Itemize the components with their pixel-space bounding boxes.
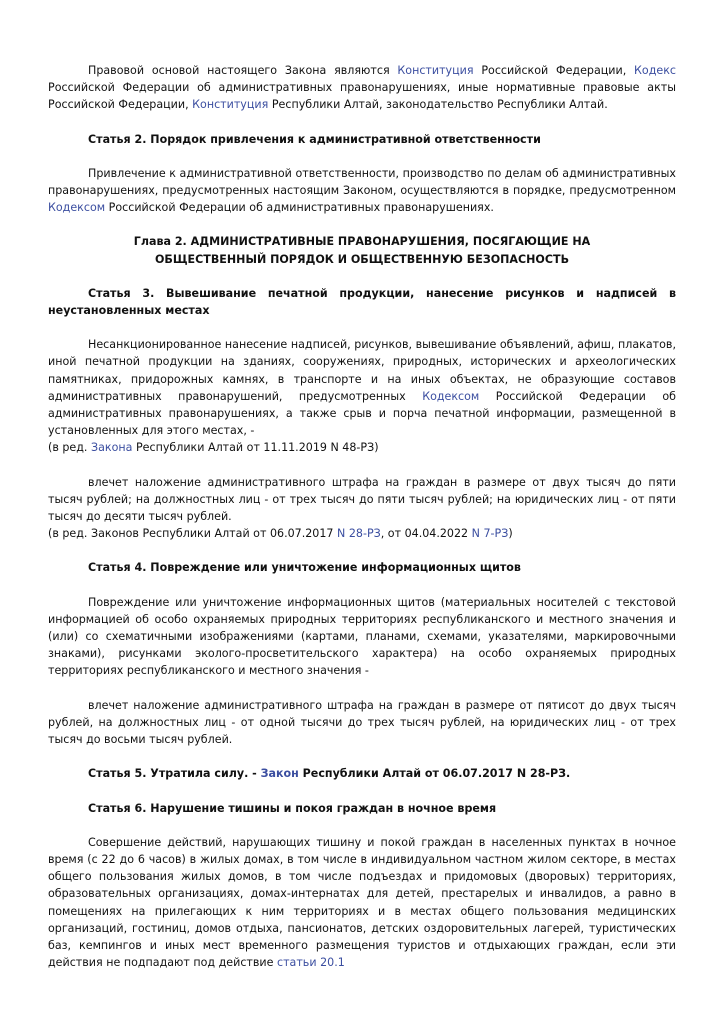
paragraph-article-2-body (48, 165, 676, 217)
spacer (48, 268, 676, 285)
link-zakona-altai-2019[interactable]: Закона (90, 441, 133, 455)
spacer (48, 216, 676, 233)
paragraph-text-segment: Республики Алтай, законодательство Республики Алтай. (268, 98, 608, 112)
spacer (48, 748, 676, 765)
spacer (48, 114, 676, 131)
reference-text-segment: (в ред. Законов Республики Алтай от 06.07.2017 (48, 527, 337, 541)
paragraph-text-segment: Российской Федерации об административных правонарушениях. (105, 201, 494, 215)
reference-text-segment: (в ред. (48, 441, 91, 455)
spacer (48, 542, 676, 559)
paragraph-legal-basis (48, 62, 676, 114)
link-zakon-altai-2017[interactable]: Закон (260, 767, 299, 781)
heading-article-5 (48, 765, 676, 782)
spacer (48, 783, 676, 800)
paragraph-text-segment: Российской Федерации, (473, 64, 635, 77)
spacer (48, 817, 676, 834)
heading-article-6: Статья 6. Нарушение тишины и покоя граждан в ночное время (88, 801, 497, 815)
link-kodeksom-rf[interactable]: Кодексом (422, 389, 480, 403)
heading-chapter-2-line-1: Глава 2. АДМИНИСТРАТИВНЫЕ ПРАВОНАРУШЕНИЯ, ПОСЯГАЮЩИЕ НА (133, 235, 591, 249)
link-statya-20-1[interactable]: статьи 20.1 (276, 956, 345, 970)
reference-note-article-3-penalty (48, 525, 676, 542)
reference-text-segment: Республики Алтай от 11.11.2019 N 48-РЗ) (132, 441, 379, 455)
paragraph-article-4-penalty: влечет наложение административного штрафа на граждан в размере от пятисот до двух тысяч рублей, на должностных лиц - от одной тысячи до трех тысяч рублей, на юридических лиц - от трех тысяч до восьми тысяч рублей. (48, 698, 676, 747)
paragraph-article-6-body (48, 834, 676, 972)
reference-text-segment: ) (508, 527, 513, 541)
heading-text-segment: Республики Алтай от 06.07.2017 N 28-РЗ. (298, 767, 571, 781)
paragraph-text-segment: Привлечение к административной ответственности, производство по делам об административных правонарушениях, предусмотренных настоящим Законом, осуществляются в порядке, предусмотренном (48, 166, 676, 198)
heading-article-4: Статья 4. Повреждение или уничтожение информационных щитов (88, 561, 521, 575)
heading-text-segment: Статья 5. Утратила силу. - (88, 767, 261, 781)
spacer (48, 148, 676, 165)
link-kodeks-rf[interactable]: Кодекс (634, 64, 676, 77)
spacer (48, 577, 676, 594)
reference-text-segment: , от 04.04.2022 (380, 527, 472, 541)
spacer (48, 680, 676, 697)
link-n-28-rz[interactable]: N 28-РЗ (337, 527, 381, 541)
paragraph-article-4-body: Повреждение или уничтожение информационных щитов (материальных носителей с текстовой информацией об особо охраняемых природных территориях республиканского и местного значения и (или) со схематичными изображениями (картами, планами, схемами, указателями, маркировочными знаками), рисунками эколого-просветительского характера) на особо охраняемых природных территориях республиканского и местного значения - (48, 595, 676, 678)
link-kodeksom-rf[interactable]: Кодексом (48, 201, 106, 215)
paragraph-text-segment: Российской Федерации об административных правонарушениях, а также срыв и порча печатной информации, размещенной в установленных для этого местах, - (48, 389, 676, 438)
paragraph-text-segment: Несанкционированное нанесение надписей, рисунков, вывешивание объявлений, афиш, плакатов, иной печатной продукции на зданиях, сооружениях, природных, исторических и археологических памятниках, придорожных камнях, в транспорте и на иных объектах, не образующие составов административных правонарушений, предусмотренных (48, 338, 676, 403)
spacer (48, 319, 676, 336)
paragraph-text-segment: Правовой основой настоящего Закона являются (88, 64, 398, 77)
spacer (48, 457, 676, 474)
link-n-7-rz[interactable]: N 7-РЗ (471, 527, 509, 541)
paragraph-text-segment: Российской Федерации об административных правонарушениях, иные нормативные правовые акты Российской Федерации, (48, 81, 676, 112)
document-body (48, 62, 676, 971)
heading-article-3: Статья 3. Вывешивание печатной продукции, нанесение рисунков и надписей в неустановленных местах (48, 286, 676, 318)
paragraph-article-3-body (48, 336, 676, 439)
link-konstituciya-altai[interactable]: Конституция (192, 98, 269, 112)
paragraph-text-segment: Совершение действий, нарушающих тишину и покой граждан в населенных пунктах в ночное время (с 22 до 6 часов) в жилых домах, в том числе в индивидуальном частном жилом секторе, в местах общего пользования жилых домов, в том числе подъездах и придомовых (дворовых) территориях, образовательных организациях, домах-интернатах для детей, престарелых и инвалидов, а равно в помещениях на прилегающих к ним территориях и в местах общего пользования медицинских организаций, гостиниц, домов отдыха, пансионатов, детских оздоровительных лагерей, туристических баз, кемпингов и иных мест временного размещения туристов и отдыхающих граждан, если эти действия не подпадают под действие (48, 835, 676, 970)
heading-article-2: Статья 2. Порядок привлечения к административной ответственности (88, 132, 541, 146)
reference-note-article-3 (48, 439, 676, 456)
link-konstituciya-rf[interactable]: Конституция (397, 64, 474, 77)
heading-chapter-2-line-2: ОБЩЕСТВЕННЫЙ ПОРЯДОК И ОБЩЕСТВЕННУЮ БЕЗОПАСНОСТЬ (154, 252, 570, 266)
paragraph-article-3-penalty: влечет наложение административного штрафа на граждан в размере от двух тысяч до пяти тысяч рублей; на должностных лиц - от трех тысяч до пяти тысяч рублей; на юридических лиц - от пяти тысяч до десяти тысяч рублей. (48, 475, 676, 524)
